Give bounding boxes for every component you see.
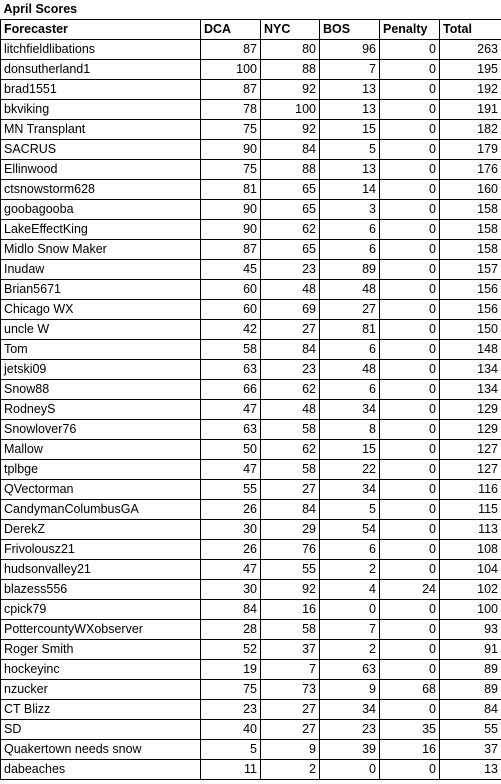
forecaster-cell: Quakertown needs snow — [1, 740, 201, 760]
total-cell: 134 — [440, 380, 501, 400]
bos-cell: 9 — [320, 680, 380, 700]
nyc-cell: 58 — [261, 460, 320, 480]
total-cell: 263 — [440, 40, 501, 60]
dca-cell: 87 — [201, 40, 261, 60]
bos-cell: 8 — [320, 420, 380, 440]
total-cell: 160 — [440, 180, 501, 200]
dca-cell: 60 — [201, 280, 261, 300]
table-row — [1, 320, 501, 340]
total-cell: 127 — [440, 460, 501, 480]
sheet-title: April Scores — [1, 0, 201, 20]
penalty-cell: 16 — [380, 740, 440, 760]
table-row — [1, 560, 501, 580]
table-row — [1, 220, 501, 240]
dca-cell: 84 — [201, 600, 261, 620]
dca-cell: 45 — [201, 260, 261, 280]
dca-cell: 63 — [201, 420, 261, 440]
forecaster-cell: DerekZ — [1, 520, 201, 540]
table-row — [1, 240, 501, 260]
bos-cell: 34 — [320, 400, 380, 420]
table-row — [1, 600, 501, 620]
penalty-cell: 0 — [380, 200, 440, 220]
bos-cell: 15 — [320, 440, 380, 460]
penalty-cell: 0 — [380, 480, 440, 500]
nyc-cell: 62 — [261, 440, 320, 460]
penalty-cell: 0 — [380, 560, 440, 580]
header-bos: BOS — [320, 20, 380, 40]
dca-cell: 23 — [201, 700, 261, 720]
title-row-empty-cell — [380, 0, 440, 20]
dca-cell: 87 — [201, 240, 261, 260]
dca-cell: 90 — [201, 140, 261, 160]
total-cell: 176 — [440, 160, 501, 180]
penalty-cell: 0 — [380, 360, 440, 380]
dca-cell: 47 — [201, 560, 261, 580]
table-row — [1, 180, 501, 200]
nyc-cell: 48 — [261, 280, 320, 300]
dca-cell: 63 — [201, 360, 261, 380]
table-row — [1, 740, 501, 760]
forecaster-cell: dabeaches — [1, 760, 201, 780]
bos-cell: 2 — [320, 640, 380, 660]
nyc-cell: 9 — [261, 740, 320, 760]
penalty-cell: 0 — [380, 420, 440, 440]
nyc-cell: 92 — [261, 580, 320, 600]
forecaster-cell: Chicago WX — [1, 300, 201, 320]
table-row — [1, 200, 501, 220]
total-cell: 113 — [440, 520, 501, 540]
total-cell: 37 — [440, 740, 501, 760]
total-cell: 148 — [440, 340, 501, 360]
table-row — [1, 660, 501, 680]
dca-cell: 55 — [201, 480, 261, 500]
forecaster-cell: Tom — [1, 340, 201, 360]
dca-cell: 52 — [201, 640, 261, 660]
penalty-cell: 0 — [380, 460, 440, 480]
total-cell: 89 — [440, 680, 501, 700]
nyc-cell: 69 — [261, 300, 320, 320]
penalty-cell: 0 — [380, 520, 440, 540]
nyc-cell: 27 — [261, 320, 320, 340]
total-cell: 158 — [440, 200, 501, 220]
table-row — [1, 120, 501, 140]
nyc-cell: 23 — [261, 260, 320, 280]
forecaster-cell: CandymanColumbusGA — [1, 500, 201, 520]
bos-cell: 63 — [320, 660, 380, 680]
bos-cell: 6 — [320, 240, 380, 260]
dca-cell: 75 — [201, 680, 261, 700]
table-row — [1, 380, 501, 400]
dca-cell: 26 — [201, 540, 261, 560]
nyc-cell: 58 — [261, 620, 320, 640]
header-forecaster: Forecaster — [1, 20, 201, 40]
nyc-cell: 62 — [261, 380, 320, 400]
dca-cell: 75 — [201, 120, 261, 140]
total-cell: 116 — [440, 480, 501, 500]
total-cell: 129 — [440, 420, 501, 440]
table-row — [1, 360, 501, 380]
total-cell: 191 — [440, 100, 501, 120]
bos-cell: 54 — [320, 520, 380, 540]
bos-cell: 14 — [320, 180, 380, 200]
table-row — [1, 340, 501, 360]
table-row — [1, 100, 501, 120]
forecaster-cell: RodneyS — [1, 400, 201, 420]
forecaster-cell: Midlo Snow Maker — [1, 240, 201, 260]
penalty-cell: 0 — [380, 240, 440, 260]
total-cell: 13 — [440, 760, 501, 780]
penalty-cell: 0 — [380, 660, 440, 680]
title-row-empty-cell — [320, 0, 380, 20]
dca-cell: 90 — [201, 200, 261, 220]
total-cell: 195 — [440, 60, 501, 80]
nyc-cell: 16 — [261, 600, 320, 620]
forecaster-cell: Roger Smith — [1, 640, 201, 660]
bos-cell: 6 — [320, 340, 380, 360]
penalty-cell: 0 — [380, 380, 440, 400]
total-cell: 179 — [440, 140, 501, 160]
bos-cell: 4 — [320, 580, 380, 600]
table-row — [1, 480, 501, 500]
penalty-cell: 0 — [380, 540, 440, 560]
penalty-cell: 0 — [380, 500, 440, 520]
nyc-cell: 37 — [261, 640, 320, 660]
total-cell: 55 — [440, 720, 501, 740]
forecaster-cell: hudsonvalley21 — [1, 560, 201, 580]
total-cell: 127 — [440, 440, 501, 460]
penalty-cell: 0 — [380, 40, 440, 60]
penalty-cell: 0 — [380, 400, 440, 420]
header-total: Total — [440, 20, 501, 40]
total-cell: 134 — [440, 360, 501, 380]
table-row — [1, 160, 501, 180]
nyc-cell: 27 — [261, 700, 320, 720]
forecaster-cell: Inudaw — [1, 260, 201, 280]
forecaster-cell: LakeEffectKing — [1, 220, 201, 240]
penalty-cell: 0 — [380, 60, 440, 80]
penalty-cell: 0 — [380, 440, 440, 460]
bos-cell: 2 — [320, 560, 380, 580]
nyc-cell: 88 — [261, 160, 320, 180]
bos-cell: 34 — [320, 480, 380, 500]
nyc-cell: 92 — [261, 80, 320, 100]
bos-cell: 0 — [320, 600, 380, 620]
nyc-cell: 23 — [261, 360, 320, 380]
forecaster-cell: cpick79 — [1, 600, 201, 620]
bos-cell: 27 — [320, 300, 380, 320]
table-row — [1, 620, 501, 640]
penalty-cell: 0 — [380, 120, 440, 140]
total-cell: 115 — [440, 500, 501, 520]
penalty-cell: 0 — [380, 180, 440, 200]
nyc-cell: 73 — [261, 680, 320, 700]
dca-cell: 60 — [201, 300, 261, 320]
bos-cell: 7 — [320, 60, 380, 80]
bos-cell: 6 — [320, 380, 380, 400]
bos-cell: 5 — [320, 500, 380, 520]
nyc-cell: 27 — [261, 480, 320, 500]
dca-cell: 19 — [201, 660, 261, 680]
forecaster-cell: litchfieldlibations — [1, 40, 201, 60]
penalty-cell: 0 — [380, 260, 440, 280]
title-row — [1, 0, 501, 20]
table-row — [1, 700, 501, 720]
nyc-cell: 48 — [261, 400, 320, 420]
nyc-cell: 29 — [261, 520, 320, 540]
nyc-cell: 88 — [261, 60, 320, 80]
dca-cell: 5 — [201, 740, 261, 760]
total-cell: 156 — [440, 280, 501, 300]
title-row-empty-cell — [201, 0, 261, 20]
table-row — [1, 640, 501, 660]
dca-cell: 40 — [201, 720, 261, 740]
nyc-cell: 62 — [261, 220, 320, 240]
penalty-cell: 0 — [380, 760, 440, 780]
bos-cell: 48 — [320, 280, 380, 300]
total-cell: 156 — [440, 300, 501, 320]
bos-cell: 89 — [320, 260, 380, 280]
table-row — [1, 760, 501, 780]
nyc-cell: 27 — [261, 720, 320, 740]
title-row-empty-cell — [440, 0, 501, 20]
total-cell: 192 — [440, 80, 501, 100]
forecaster-cell: blazess556 — [1, 580, 201, 600]
header-penalty: Penalty — [380, 20, 440, 40]
nyc-cell: 92 — [261, 120, 320, 140]
dca-cell: 66 — [201, 380, 261, 400]
forecaster-cell: donsutherland1 — [1, 60, 201, 80]
forecaster-cell: SACRUS — [1, 140, 201, 160]
forecaster-cell: tplbge — [1, 460, 201, 480]
forecaster-cell: hockeyinc — [1, 660, 201, 680]
dca-cell: 100 — [201, 60, 261, 80]
forecaster-cell: CT Blizz — [1, 700, 201, 720]
penalty-cell: 24 — [380, 580, 440, 600]
dca-cell: 30 — [201, 520, 261, 540]
bos-cell: 39 — [320, 740, 380, 760]
bos-cell: 6 — [320, 540, 380, 560]
penalty-cell: 35 — [380, 720, 440, 740]
penalty-cell: 0 — [380, 220, 440, 240]
forecaster-cell: Mallow — [1, 440, 201, 460]
bos-cell: 7 — [320, 620, 380, 640]
penalty-cell: 68 — [380, 680, 440, 700]
header-nyc: NYC — [261, 20, 320, 40]
total-cell: 84 — [440, 700, 501, 720]
table-row — [1, 500, 501, 520]
bos-cell: 0 — [320, 760, 380, 780]
forecaster-cell: goobagooba — [1, 200, 201, 220]
penalty-cell: 0 — [380, 80, 440, 100]
total-cell: 157 — [440, 260, 501, 280]
dca-cell: 81 — [201, 180, 261, 200]
table-row — [1, 440, 501, 460]
table-row — [1, 280, 501, 300]
table-row — [1, 140, 501, 160]
forecaster-cell: bkviking — [1, 100, 201, 120]
table-row — [1, 540, 501, 560]
total-cell: 108 — [440, 540, 501, 560]
nyc-cell: 76 — [261, 540, 320, 560]
forecaster-cell: Snowlover76 — [1, 420, 201, 440]
bos-cell: 15 — [320, 120, 380, 140]
title-row-empty-cell — [261, 0, 320, 20]
table-row — [1, 720, 501, 740]
bos-cell: 23 — [320, 720, 380, 740]
dca-cell: 90 — [201, 220, 261, 240]
total-cell: 93 — [440, 620, 501, 640]
forecaster-cell: QVectorman — [1, 480, 201, 500]
dca-cell: 78 — [201, 100, 261, 120]
forecaster-cell: MN Transplant — [1, 120, 201, 140]
forecaster-cell: brad1551 — [1, 80, 201, 100]
table-row — [1, 520, 501, 540]
total-cell: 182 — [440, 120, 501, 140]
penalty-cell: 0 — [380, 100, 440, 120]
penalty-cell: 0 — [380, 700, 440, 720]
bos-cell: 96 — [320, 40, 380, 60]
penalty-cell: 0 — [380, 140, 440, 160]
forecaster-cell: Ellinwood — [1, 160, 201, 180]
nyc-cell: 80 — [261, 40, 320, 60]
dca-cell: 87 — [201, 80, 261, 100]
bos-cell: 13 — [320, 160, 380, 180]
dca-cell: 42 — [201, 320, 261, 340]
dca-cell: 50 — [201, 440, 261, 460]
forecaster-cell: nzucker — [1, 680, 201, 700]
table-row — [1, 680, 501, 700]
total-cell: 89 — [440, 660, 501, 680]
dca-cell: 11 — [201, 760, 261, 780]
nyc-cell: 65 — [261, 240, 320, 260]
dca-cell: 47 — [201, 400, 261, 420]
total-cell: 104 — [440, 560, 501, 580]
header-row — [1, 20, 501, 40]
nyc-cell: 7 — [261, 660, 320, 680]
forecaster-cell: Brian5671 — [1, 280, 201, 300]
table-row — [1, 400, 501, 420]
table-row — [1, 60, 501, 80]
forecaster-cell: Snow88 — [1, 380, 201, 400]
penalty-cell: 0 — [380, 300, 440, 320]
dca-cell: 75 — [201, 160, 261, 180]
dca-cell: 28 — [201, 620, 261, 640]
total-cell: 100 — [440, 600, 501, 620]
total-cell: 91 — [440, 640, 501, 660]
table-row — [1, 40, 501, 60]
nyc-cell: 58 — [261, 420, 320, 440]
table-row — [1, 580, 501, 600]
nyc-cell: 100 — [261, 100, 320, 120]
nyc-cell: 65 — [261, 200, 320, 220]
bos-cell: 81 — [320, 320, 380, 340]
table-row — [1, 260, 501, 280]
dca-cell: 47 — [201, 460, 261, 480]
nyc-cell: 84 — [261, 340, 320, 360]
forecaster-cell: PottercountyWXobserver — [1, 620, 201, 640]
bos-cell: 34 — [320, 700, 380, 720]
nyc-cell: 84 — [261, 500, 320, 520]
penalty-cell: 0 — [380, 280, 440, 300]
header-dca: DCA — [201, 20, 261, 40]
penalty-cell: 0 — [380, 640, 440, 660]
nyc-cell: 84 — [261, 140, 320, 160]
total-cell: 158 — [440, 220, 501, 240]
table-row — [1, 300, 501, 320]
dca-cell: 30 — [201, 580, 261, 600]
total-cell: 158 — [440, 240, 501, 260]
total-cell: 129 — [440, 400, 501, 420]
forecaster-cell: jetski09 — [1, 360, 201, 380]
total-cell: 102 — [440, 580, 501, 600]
penalty-cell: 0 — [380, 620, 440, 640]
table-row — [1, 460, 501, 480]
dca-cell: 58 — [201, 340, 261, 360]
table-row — [1, 80, 501, 100]
penalty-cell: 0 — [380, 600, 440, 620]
bos-cell: 5 — [320, 140, 380, 160]
nyc-cell: 65 — [261, 180, 320, 200]
bos-cell: 48 — [320, 360, 380, 380]
bos-cell: 6 — [320, 220, 380, 240]
dca-cell: 26 — [201, 500, 261, 520]
penalty-cell: 0 — [380, 320, 440, 340]
bos-cell: 13 — [320, 100, 380, 120]
penalty-cell: 0 — [380, 340, 440, 360]
forecaster-cell: uncle W — [1, 320, 201, 340]
nyc-cell: 2 — [261, 760, 320, 780]
bos-cell: 22 — [320, 460, 380, 480]
total-cell: 150 — [440, 320, 501, 340]
penalty-cell: 0 — [380, 160, 440, 180]
bos-cell: 13 — [320, 80, 380, 100]
forecaster-cell: Frivolousz21 — [1, 540, 201, 560]
nyc-cell: 55 — [261, 560, 320, 580]
forecaster-cell: ctsnowstorm628 — [1, 180, 201, 200]
forecaster-cell: SD — [1, 720, 201, 740]
bos-cell: 3 — [320, 200, 380, 220]
table-row — [1, 420, 501, 440]
